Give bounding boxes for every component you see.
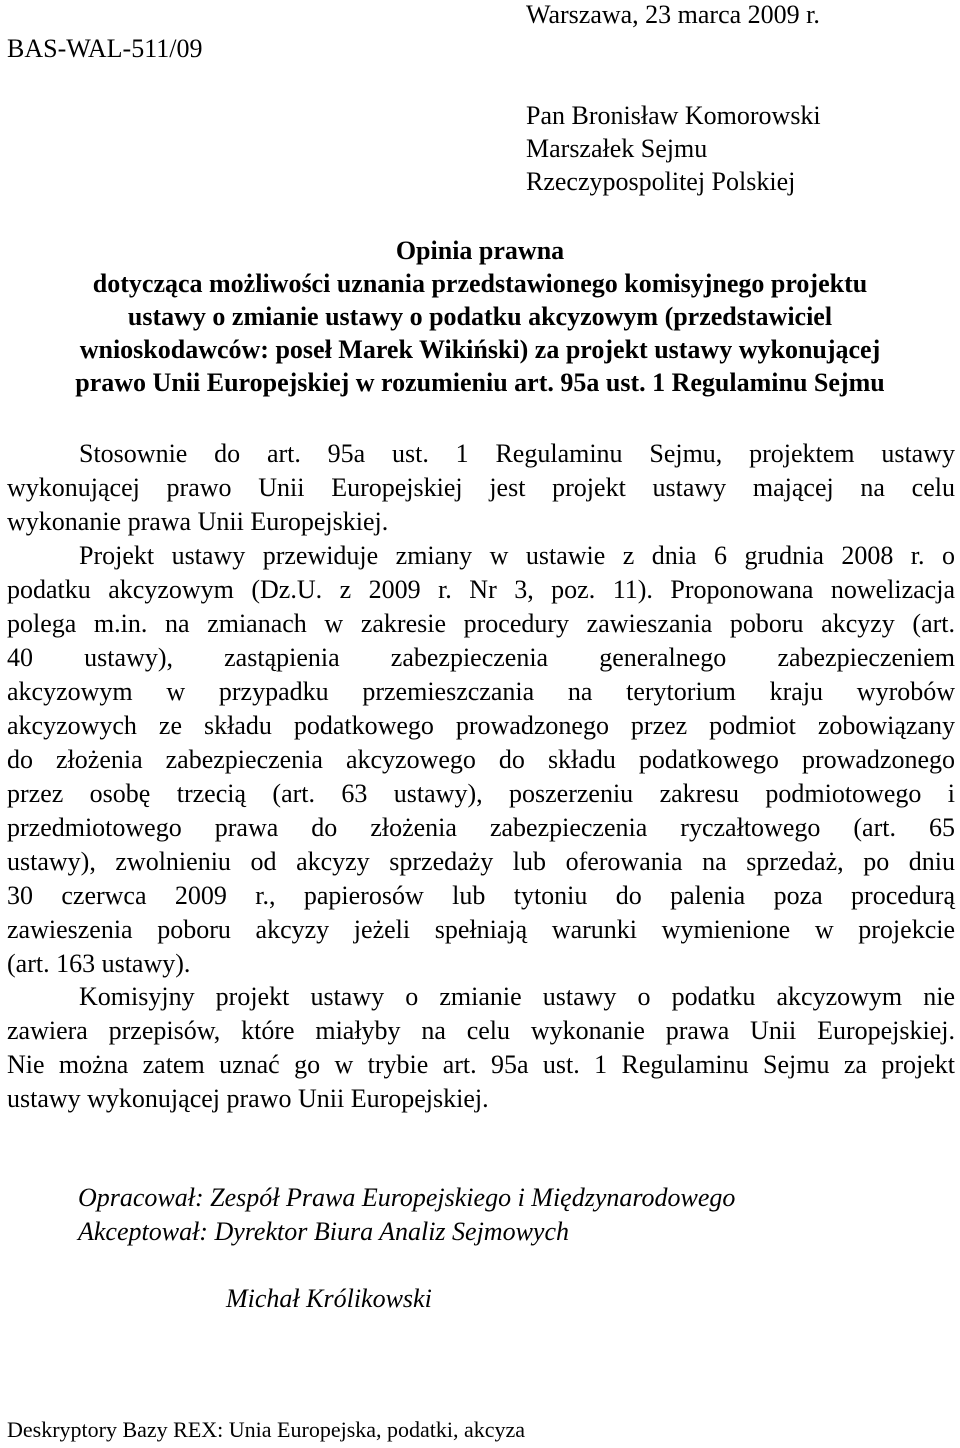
- paragraph-line: polega m.in. na zmianach w zakresie procedury zawieszania poboru akcyzy (art.: [7, 609, 955, 638]
- paragraph-line: 30 czerwca 2009 r., papierosów lub tytoniu do palenia poza procedurą: [7, 881, 955, 910]
- document-date: Warszawa, 23 marca 2009 r.: [526, 0, 820, 29]
- paragraph-line: Komisyjny projekt ustawy o zmianie ustawy o podatku akcyzowym nie: [79, 982, 955, 1011]
- addressee-name: Pan Bronisław Komorowski: [526, 101, 821, 130]
- signer-name: Michał Królikowski: [226, 1284, 432, 1313]
- paragraph-line: do złożenia zabezpieczenia akcyzowego do składu podatkowego prowadzonego: [7, 745, 955, 774]
- paragraph-definition: [7, 437, 955, 539]
- paragraph-line: ustawy wykonującej prawo Unii Europejskiej.: [7, 1084, 489, 1113]
- paragraph-line: Stosownie do art. 95a ust. 1 Regulaminu Sejmu, projektem ustawy: [79, 439, 955, 468]
- descriptors: Deskryptory Bazy REX: Unia Europejska, podatki, akcyza: [7, 1417, 526, 1442]
- paragraph-project-scope: [7, 539, 955, 981]
- paragraph-line: Nie można zatem uznać go w trybie art. 95a ust. 1 Regulaminu Sejmu za projekt: [7, 1050, 955, 1079]
- addressee-block: [526, 99, 821, 198]
- paragraph-line: akcyzowym w przypadku przemieszczania na terytorium kraju wyrobów: [7, 677, 955, 706]
- paragraph-line: 40 ustawy), zastąpienia zabezpieczenia generalnego zabezpieczeniem: [7, 643, 955, 672]
- accepted-by: Akceptował: Dyrektor Biura Analiz Sejmowych: [78, 1217, 570, 1246]
- document-signature: BAS-WAL-511/09: [7, 34, 203, 63]
- paragraph-line: przez osobę trzecią (art. 63 ustawy), poszerzeniu zakresu podmiotowego i: [7, 779, 955, 808]
- paragraph-line: przedmiotowego prawa do złożenia zabezpieczenia ryczałtowego (art. 65: [7, 813, 955, 842]
- paragraph-line: (art. 163 ustawy).: [7, 949, 191, 978]
- title-line: wnioskodawców: poseł Marek Wikiński) za projekt ustawy wykonującej: [79, 335, 881, 364]
- addressee-institution: Rzeczypospolitej Polskiej: [526, 167, 796, 196]
- document-title: [0, 234, 960, 399]
- prepared-by: Opracował: Zespół Prawa Europejskiego i Międzynarodowego: [78, 1183, 736, 1212]
- paragraph-line: akcyzowych ze składu podatkowego prowadzonego przez podmiot zobowiązany: [7, 711, 955, 740]
- paragraph-line: Projekt ustawy przewiduje zmiany w ustawie z dnia 6 grudnia 2008 r. o: [79, 541, 955, 570]
- title-line: prawo Unii Europejskiej w rozumieniu art. 95a ust. 1 Regulaminu Sejmu: [75, 368, 885, 397]
- addressee-position: Marszałek Sejmu: [526, 134, 708, 163]
- paragraph-line: zawiera przepisów, które miałyby na celu wykonanie prawa Unii Europejskiej.: [7, 1016, 955, 1045]
- title-line: dotycząca możliwości uznania przedstawionego komisyjnego projektu: [92, 269, 868, 298]
- paragraph-conclusion: [7, 980, 955, 1116]
- paragraph-line: ustawy), zwolnieniu od akcyzy sprzedaży lub oferowania na sprzedaż, po dniu: [7, 847, 955, 876]
- paragraph-line: podatku akcyzowym (Dz.U. z 2009 r. Nr 3, poz. 11). Proponowana nowelizacja: [7, 575, 955, 604]
- title-line: Opinia prawna: [395, 236, 565, 265]
- paragraph-line: wykonującej prawo Unii Europejskiej jest projekt ustawy mającej na celu: [7, 473, 955, 502]
- paragraph-line: wykonanie prawa Unii Europejskiej.: [7, 507, 389, 536]
- title-line: ustawy o zmianie ustawy o podatku akcyzowym (przedstawiciel: [127, 302, 833, 331]
- paragraph-line: zawieszenia poboru akcyzy jeżeli spełniają warunki wymienione w projekcie: [7, 915, 955, 944]
